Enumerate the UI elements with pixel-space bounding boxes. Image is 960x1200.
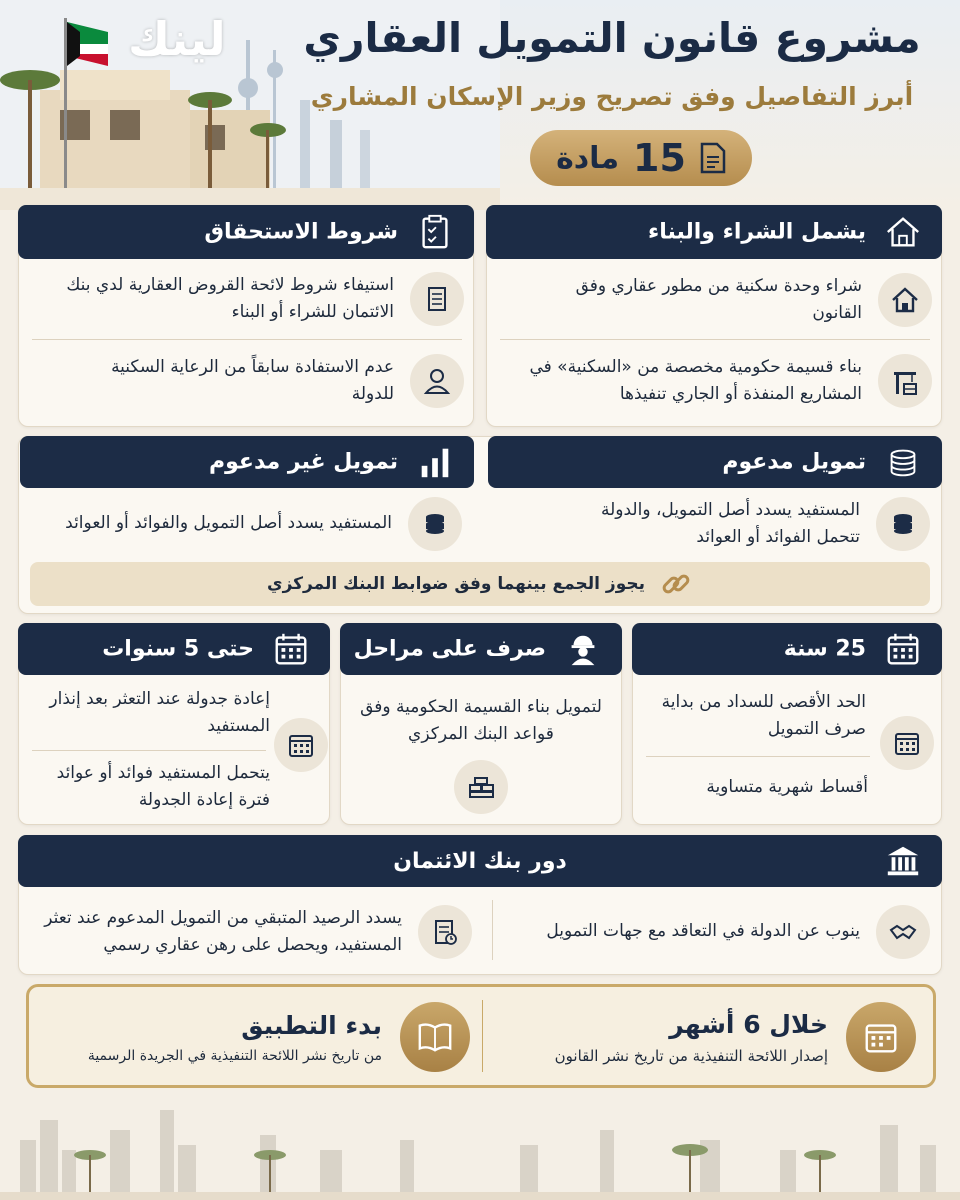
bricks-icon-circle xyxy=(454,760,508,814)
calendar-icon-circle xyxy=(274,718,328,772)
eligibility-item-2 xyxy=(32,346,464,416)
document-icon-circle xyxy=(410,272,464,326)
book-icon xyxy=(416,1018,454,1056)
calendar-icon xyxy=(272,630,310,668)
combine-note-text: يجوز الجمع بينهما وفق ضوابط البنك المركزي xyxy=(267,574,645,594)
purchase-header xyxy=(486,205,942,259)
unsubsidized-item xyxy=(32,494,462,554)
unsubsidized-header xyxy=(20,436,474,488)
crane-icon xyxy=(890,366,920,396)
subsidized-header xyxy=(488,436,942,488)
crane-icon-circle xyxy=(878,354,932,408)
skyline-illustration xyxy=(0,1100,960,1200)
unsubsidized-heading: تمويل غير مدعوم xyxy=(209,449,398,475)
handshake-icon xyxy=(888,917,918,947)
bank-role-heading: دور بنك الائتمان xyxy=(393,848,567,874)
coins-icon-circle xyxy=(876,497,930,551)
subsidized-item xyxy=(500,494,930,554)
years25-header xyxy=(632,623,942,675)
user-icon xyxy=(422,366,452,396)
divider xyxy=(646,756,870,757)
timeline-start xyxy=(46,995,470,1079)
timeline-start-text: من تاريخ نشر اللائحة التنفيذية في الجريدة الرسمية xyxy=(87,1047,382,1064)
calendar-icon xyxy=(286,730,316,760)
years5-heading: حتى 5 سنوات xyxy=(102,636,254,662)
years25-text: الحد الأقصى للسداد من بداية صرف التمويل xyxy=(661,691,866,739)
years5-text-1: إعادة جدولة عند التعثر بعد إنذار المستفيد xyxy=(49,689,270,737)
calendar-icon xyxy=(884,630,922,668)
vertical-divider xyxy=(492,900,493,960)
phases-header xyxy=(340,623,622,675)
bank-icon xyxy=(884,842,922,880)
worker-icon xyxy=(564,630,602,668)
home-icon-circle xyxy=(878,273,932,327)
handshake-icon-circle xyxy=(876,905,930,959)
purchase-item-text: بناء قسيمة حكومية مخصصة من «السكنية» في المشاريع المنفذة أو الجاري تنفيذها xyxy=(529,356,862,404)
timeline-within-title: خلال 6 أشهر xyxy=(669,1009,828,1039)
coins-icon xyxy=(888,509,918,539)
bricks-icon xyxy=(466,772,496,802)
subsidized-heading: تمويل مدعوم xyxy=(722,449,866,475)
timeline-within-text: إصدار اللائحة التنفيذية من تاريخ نشر القانون xyxy=(554,1046,828,1065)
bank-role-text: يسدد الرصيد المتبقي من التمويل المدعوم عند تعثر المستفيد، ويحصل على رهن عقاري رسمي xyxy=(44,907,402,955)
coins-icon xyxy=(420,509,450,539)
bank-role-item-1 xyxy=(500,900,930,964)
years5-header xyxy=(18,623,330,675)
clipboard-check-icon xyxy=(416,213,454,251)
years25-text-2: أقساط شهرية متساوية xyxy=(706,777,868,797)
document-clock-icon xyxy=(430,917,460,947)
eligibility-item-text: عدم الاستفادة سابقاً من الرعاية السكنية للدولة xyxy=(111,356,394,404)
eligibility-item-text: استيفاء شروط لائحة القروض العقارية لدي بنك الائتمان للشراء أو البناء xyxy=(66,274,394,322)
coins-icon xyxy=(884,443,922,481)
years5-text-2: يتحمل المستفيد فوائد أو عوائد فترة إعادة الجدولة xyxy=(56,763,270,811)
brand-logo: لينك xyxy=(128,12,226,66)
years25-heading: 25 سنة xyxy=(783,636,866,662)
home-icon xyxy=(890,285,920,315)
house-icon xyxy=(884,213,922,251)
bar-chart-icon xyxy=(416,443,454,481)
bank-role-text: ينوب عن الدولة في التعاقد مع جهات التمويل xyxy=(546,921,860,942)
divider xyxy=(500,339,930,340)
timeline-start-title: بدء التطبيق xyxy=(241,1010,382,1040)
divider xyxy=(32,339,462,340)
calendar-gold-circle xyxy=(846,1002,916,1072)
phases-text: لتمويل بناء القسيمة الحكومية وفق قواعد البنك المركزي xyxy=(360,697,602,745)
document-icon xyxy=(700,142,726,174)
document-lines-icon xyxy=(422,284,452,314)
calendar-icon-circle xyxy=(880,716,934,770)
calendar-icon xyxy=(892,728,922,758)
combine-note xyxy=(30,562,930,606)
page-title: مشروع قانون التمويل العقاري xyxy=(303,14,921,62)
bank-role-item-2 xyxy=(32,900,472,964)
purchase-item-2 xyxy=(500,346,932,416)
document-clock-icon-circle xyxy=(418,905,472,959)
phases-heading: صرف على مراحل xyxy=(353,636,546,662)
articles-badge xyxy=(530,130,752,186)
subsidized-text: المستفيد يسدد أصل التمويل، والدولة تتحمل الفوائد أو العوائد xyxy=(601,499,860,547)
eligibility-heading: شروط الاستحقاق xyxy=(204,219,398,245)
purchase-item-text: شراء وحدة سكنية من مطور عقاري وفق القانون xyxy=(575,275,862,323)
articles-count: 15 xyxy=(633,136,686,180)
timeline-within xyxy=(496,995,916,1079)
divider xyxy=(32,750,266,751)
page-subtitle: أبرز التفاصيل وفق تصريح وزير الإسكان المشاري xyxy=(310,82,914,111)
coins-icon-circle xyxy=(408,497,462,551)
calendar-icon xyxy=(862,1018,900,1056)
eligibility-header xyxy=(18,205,474,259)
book-gold-circle xyxy=(400,1002,470,1072)
unsubsidized-text: المستفيد يسدد أصل التمويل والفوائد أو العوائد xyxy=(65,513,392,534)
link-icon xyxy=(659,567,693,601)
user-icon-circle xyxy=(410,354,464,408)
purchase-item-1 xyxy=(500,268,932,332)
vertical-divider xyxy=(482,1000,483,1072)
articles-label: مادة xyxy=(556,140,620,176)
bank-role-header xyxy=(18,835,942,887)
eligibility-item-1 xyxy=(32,266,464,332)
purchase-heading: يشمل الشراء والبناء xyxy=(648,219,866,245)
